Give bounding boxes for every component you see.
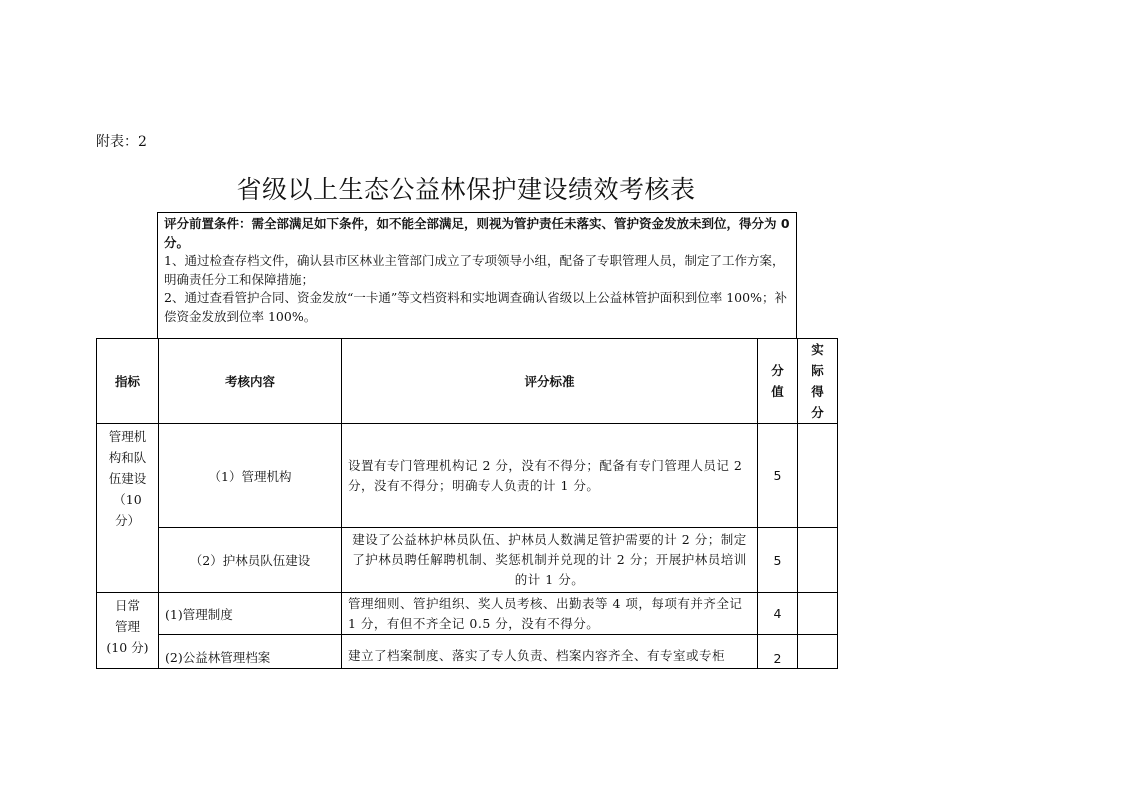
content-cell: (1)管理制度 — [159, 593, 342, 635]
header-criteria: 评分标准 — [342, 339, 758, 424]
content-cell: （1）管理机构 — [159, 424, 342, 528]
table-row — [97, 593, 838, 635]
indicator-cell: 管理机 构和队 伍建设 （10 分） — [97, 424, 159, 593]
score-cell: 2 — [758, 635, 798, 669]
actual-score-cell — [798, 593, 838, 635]
criteria-cell: 管理细则、管护组织、奖人员考核、出勤表等 4 项，每项有并齐全记 1 分，有但不齐全记 0.5 分，没有不得分。 — [342, 593, 758, 635]
actual-score-cell — [798, 635, 838, 669]
preconditions-box — [157, 212, 797, 338]
content-cell: （2）护林员队伍建设 — [159, 528, 342, 593]
content-cell: (2)公益林管理档案 — [159, 635, 342, 669]
score-cell: 5 — [758, 528, 798, 593]
score-cell: 4 — [758, 593, 798, 635]
criteria-cell: 建设了公益林护林员队伍、护林员人数满足管护需要的计 2 分；制定了护林员聘任解聘机制、奖惩机制并兑现的计 2 分；开展护林员培训的计 1 分。 — [342, 528, 758, 593]
actual-score-cell — [798, 424, 838, 528]
table-row — [97, 424, 838, 528]
indicator-cell: 日常 管理 (10 分) — [97, 593, 159, 669]
preconditions-heading: 评分前置条件：需全部满足如下条件，如不能全部满足，则视为管护责任未落实、管护资金发放未到位，得分为 0 分。 — [164, 216, 790, 250]
header-content: 考核内容 — [159, 339, 342, 424]
header-actual-score: 实 际 得 分 — [798, 339, 838, 424]
table-row — [97, 528, 838, 593]
assessment-table — [96, 338, 838, 669]
score-cell: 5 — [758, 424, 798, 528]
attachment-label: 附表：2 — [96, 134, 147, 150]
table-header-row — [97, 339, 838, 424]
page-title: 省级以上生态公益林保护建设绩效考核表 — [236, 175, 696, 204]
header-indicator: 指标 — [97, 339, 159, 424]
criteria-cell: 设置有专门管理机构记 2 分，没有不得分；配备有专门管理人员记 2 分，没有不得分；明确专人负责的计 1 分。 — [342, 424, 758, 528]
criteria-cell: 建立了档案制度、落实了专人负责、档案内容齐全、有专室或专柜 — [342, 635, 758, 669]
header-score: 分 值 — [758, 339, 798, 424]
actual-score-cell — [798, 528, 838, 593]
precondition-item-2: 2、通过查看管护合同、资金发放“一卡通”等文档资料和实地调查确认省级以上公益林管护面积到位率 100%；补偿资金发放到位率 100%。 — [164, 290, 787, 324]
table-row — [97, 635, 838, 669]
precondition-item-1: 1、通过检查存档文件，确认县市区林业主管部门成立了专项领导小组，配备了专职管理人员，制定了工作方案，明确责任分工和保障措施； — [164, 253, 785, 287]
